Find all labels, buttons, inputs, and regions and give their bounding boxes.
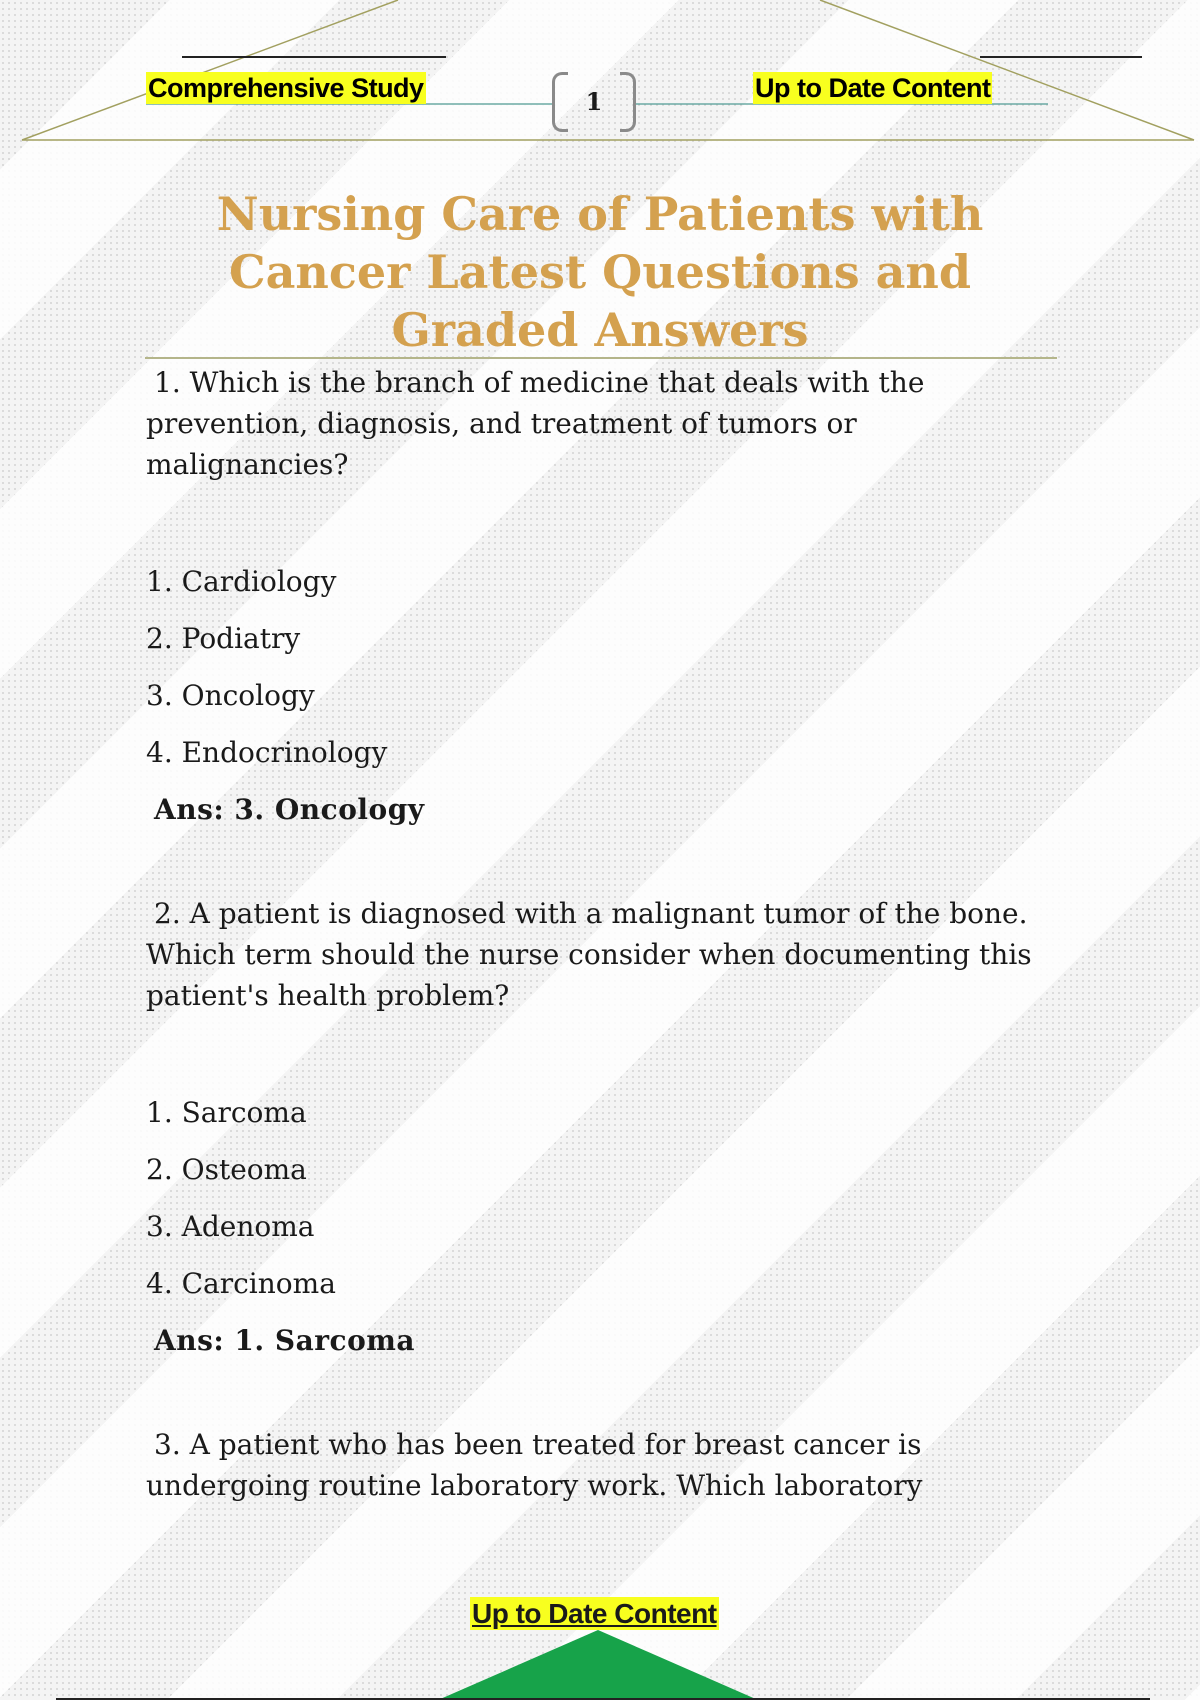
option-item: 1. Cardiology	[146, 565, 337, 598]
header-diagonal-right	[820, 0, 1194, 140]
option-list	[146, 553, 1066, 781]
option-list	[146, 1084, 1066, 1312]
question-2	[146, 893, 1066, 1369]
option-item: 2. Osteoma	[146, 1153, 307, 1186]
question-text: 2. A patient is diagnosed with a malignant tumor of the bone. Which term should the nurse consider when documenting this patient's health problem?	[146, 897, 1032, 1012]
footer-triangle	[438, 1630, 758, 1700]
question-list	[146, 362, 1066, 1506]
page-number-bracket-right	[620, 72, 636, 132]
header-left-label: Comprehensive Study	[148, 73, 424, 103]
answer-text: Ans: 3. Oncology	[154, 793, 425, 826]
option-item: 3. Adenoma	[146, 1210, 315, 1243]
footer-decoration	[0, 1620, 1200, 1700]
question-1	[146, 362, 1066, 838]
option-item: 1. Sarcoma	[146, 1096, 307, 1129]
page-number-box	[552, 72, 636, 132]
question-text: 3. A patient who has been treated for breast cancer is undergoing routine laboratory work. Which laboratory	[146, 1428, 923, 1502]
option-item: 3. Oncology	[146, 679, 315, 712]
option-item: 4. Endocrinology	[146, 736, 388, 769]
answer-text: Ans: 1. Sarcoma	[154, 1324, 416, 1357]
option-item: 4. Carcinoma	[146, 1267, 336, 1300]
question-text: 1. Which is the branch of medicine that deals with the prevention, diagnosis, and treatment of tumors or malignancies?	[146, 366, 925, 481]
question-3	[146, 1424, 1066, 1506]
option-item: 2. Podiatry	[146, 622, 301, 655]
header-right-label: Up to Date Content	[755, 73, 991, 103]
document-title: Nursing Care of Patients with Cancer Latest Questions and Graded Answers	[216, 187, 984, 357]
page-number: 1	[585, 87, 603, 116]
header-diagonal-left	[22, 0, 398, 140]
title-divider	[145, 357, 1057, 359]
footer-label: Up to Date Content	[472, 1598, 717, 1629]
